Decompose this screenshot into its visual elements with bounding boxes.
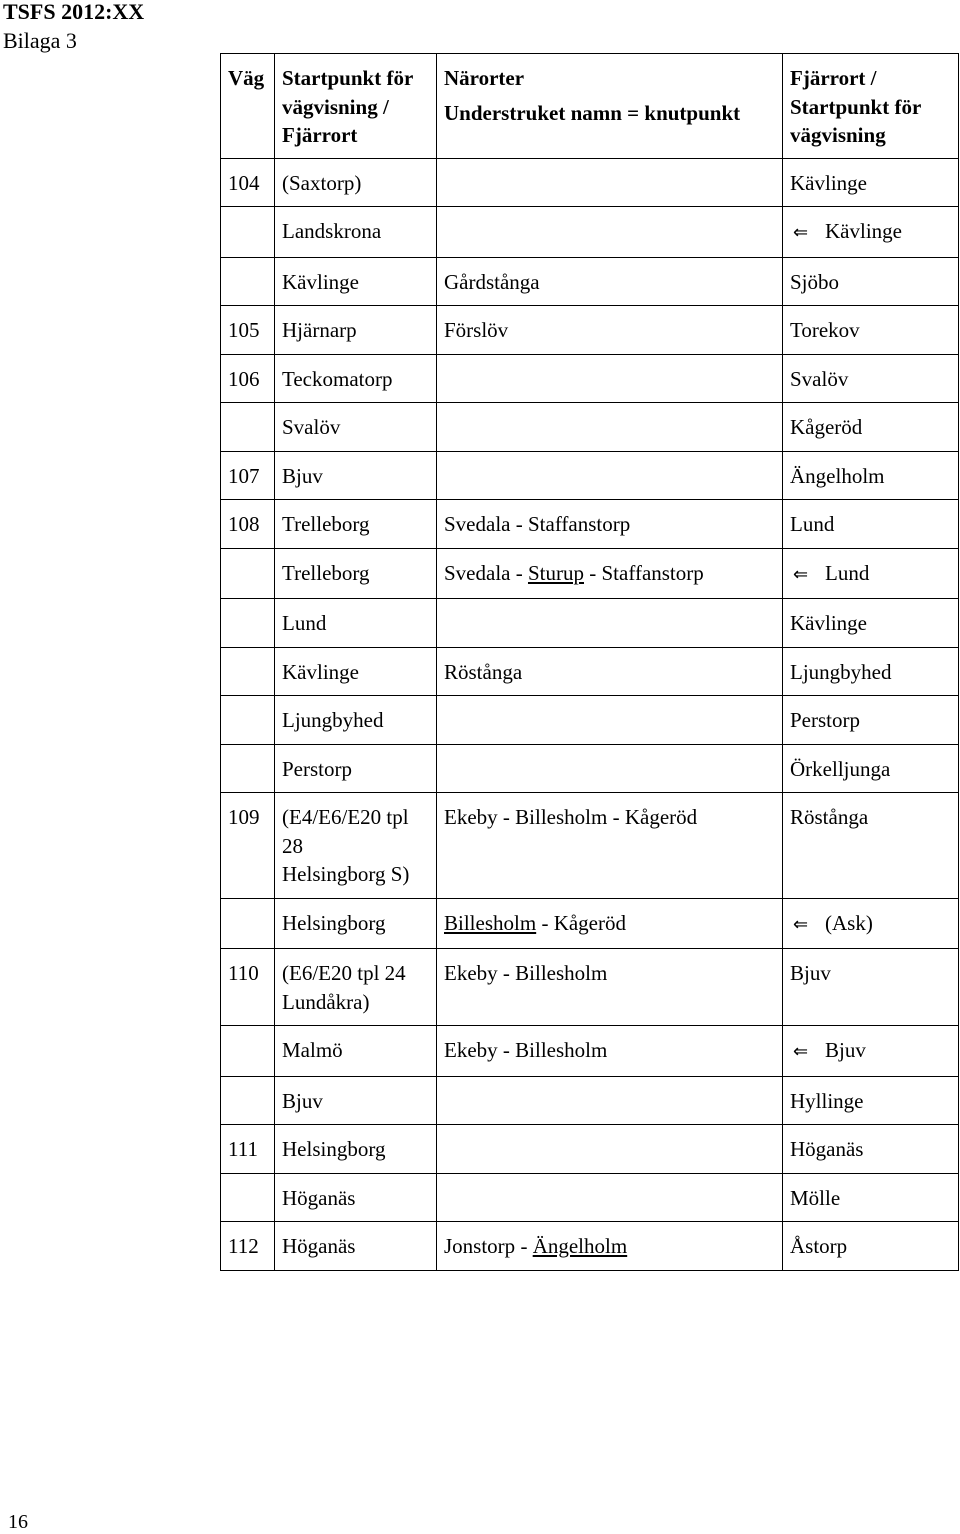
start-point-line: Landskrona [282, 219, 382, 243]
nearby-places-cell [437, 548, 783, 599]
far-destination-name: Kågeröd [790, 415, 863, 439]
junction-place-name: Ängelholm [532, 1234, 628, 1258]
nearby-place-segment: Ekeby [444, 805, 498, 829]
junction-place-name: Sturup [527, 560, 584, 585]
table-row [221, 744, 959, 793]
arrow-left-icon: ⇐ [793, 222, 809, 243]
table-row [221, 696, 959, 745]
start-point-cell [275, 599, 437, 648]
table-row [221, 500, 959, 549]
nearby-places-cell [437, 500, 783, 549]
far-destination-name: Lund [790, 512, 835, 536]
far-destination-name: Ängelholm [790, 463, 885, 488]
start-point-line: (Saxtorp) [282, 170, 362, 195]
table-body [221, 158, 959, 1270]
far-destination-cell [783, 306, 959, 355]
far-destination-cell [783, 403, 959, 452]
nearby-place-segment: Svedala [444, 512, 511, 536]
nearby-place-segment: - [607, 805, 625, 829]
nearby-place-segment: Förslöv [444, 318, 509, 342]
start-point-line: Bjuv [282, 1088, 323, 1113]
nearby-place-segment: Röstånga [444, 659, 523, 684]
table-row [221, 306, 959, 355]
start-point-cell [275, 898, 437, 949]
far-destination-cell [783, 548, 959, 599]
page-number: 16 [8, 1511, 28, 1533]
nearby-place-segment: - [497, 1038, 516, 1062]
header-far-line: Startpunkt för [790, 94, 922, 119]
nearby-place-segment: Ekeby [444, 961, 498, 985]
start-point-line: Kävlinge [282, 269, 359, 294]
nearby-places-cell [437, 949, 783, 1026]
far-destination-name: Lund [825, 560, 870, 585]
nearby-places-cell [437, 696, 783, 745]
far-destination-cell [783, 1125, 959, 1174]
nearby-places-cell [437, 306, 783, 355]
table-row [221, 898, 959, 949]
start-point-line: Trelleborg [282, 512, 370, 536]
start-point-line: (E4/E6/E20 tpl [282, 805, 409, 829]
far-destination-cell [783, 793, 959, 899]
header-road: Väg [221, 54, 275, 159]
far-destination-cell [783, 744, 959, 793]
header-start-line: vägvisning / [282, 94, 389, 119]
nearby-places-cell [437, 744, 783, 793]
nearby-places-cell [437, 1026, 783, 1077]
table-row [221, 403, 959, 452]
nearby-place-segment: Kågeröd [624, 805, 698, 829]
nearby-place-segment: - [515, 1234, 533, 1258]
start-point-line: Malmö [282, 1038, 343, 1062]
far-destination-cell [783, 257, 959, 306]
junction-place-name: Billesholm [444, 910, 537, 935]
road-number-cell: 109 [221, 793, 275, 899]
road-number-cell: 104 [221, 158, 275, 207]
table-row [221, 354, 959, 403]
far-destination-name: Hyllinge [790, 1088, 864, 1113]
route-signage-table [220, 53, 959, 1271]
start-point-line: Trelleborg [282, 560, 370, 585]
nearby-places-cell [437, 1125, 783, 1174]
header-near-title: Närorter [444, 66, 525, 90]
far-destination-cell [783, 500, 959, 549]
road-number-cell [221, 599, 275, 648]
far-destination-name: Höganäs [790, 1137, 864, 1161]
road-number-cell: 105 [221, 306, 275, 355]
road-number-cell [221, 696, 275, 745]
far-destination-name: Mölle [790, 1185, 841, 1210]
start-point-line: 28 [282, 833, 303, 858]
nearby-place-segment: Billesholm [515, 1038, 608, 1062]
start-point-cell [275, 696, 437, 745]
nearby-places-cell [437, 1222, 783, 1271]
road-number-cell [221, 898, 275, 949]
far-destination-name: Bjuv [825, 1038, 866, 1062]
nearby-place-segment: Staffanstorp [601, 560, 704, 585]
nearby-places-cell [437, 1076, 783, 1125]
nearby-place-segment: Jonstorp [444, 1234, 516, 1258]
nearby-place-segment: - [510, 512, 528, 536]
start-point-line: (E6/E20 tpl 24 [282, 961, 406, 985]
header-start-line: Fjärrort [282, 123, 358, 147]
start-point-line: Helsingborg [282, 1137, 386, 1161]
table-row [221, 599, 959, 648]
header-far-line: vägvisning [790, 123, 886, 147]
far-destination-name: Örkelljunga [790, 756, 891, 781]
start-point-line: Höganäs [282, 1234, 356, 1258]
nearby-places-cell [437, 647, 783, 696]
far-destination-name: Kävlinge [790, 170, 867, 195]
nearby-place-segment: - [584, 560, 602, 585]
start-point-cell [275, 500, 437, 549]
road-number-cell [221, 1026, 275, 1077]
start-point-line: Lundåkra) [282, 989, 370, 1014]
start-point-line: Ljungbyhed [282, 708, 384, 732]
table-row [221, 949, 959, 1026]
header-far [783, 54, 959, 159]
arrow-left-icon: ⇐ [793, 1041, 809, 1062]
arrow-left-icon: ⇐ [793, 563, 809, 585]
document-id: TSFS 2012:XX [3, 0, 145, 24]
table-row [221, 1222, 959, 1271]
table-row [221, 207, 959, 258]
far-destination-name: Ljungbyhed [790, 659, 892, 684]
start-point-cell [275, 354, 437, 403]
road-number-cell: 107 [221, 451, 275, 500]
table-row [221, 1076, 959, 1125]
nearby-places-cell [437, 898, 783, 949]
far-destination-cell [783, 1173, 959, 1222]
header-row [221, 54, 959, 159]
start-point-line: Teckomatorp [282, 366, 393, 391]
far-destination-name: Bjuv [790, 961, 831, 985]
start-point-cell [275, 1125, 437, 1174]
start-point-cell [275, 1076, 437, 1125]
far-destination-cell [783, 599, 959, 648]
nearby-places-cell [437, 451, 783, 500]
header-far-line: Fjärrort / [790, 66, 877, 90]
start-point-cell [275, 793, 437, 899]
start-point-line: Hjärnarp [282, 318, 357, 342]
far-destination-name: Torekov [790, 318, 860, 342]
nearby-place-segment: Gårdstånga [444, 269, 540, 294]
table-row [221, 257, 959, 306]
far-destination-cell [783, 647, 959, 696]
header-near-note: Understruket namn = knutpunkt [444, 100, 741, 125]
start-point-line: Bjuv [282, 463, 323, 488]
start-point-cell [275, 548, 437, 599]
road-number-cell: 108 [221, 500, 275, 549]
nearby-place-segment: Ekeby [444, 1038, 498, 1062]
road-number-cell [221, 548, 275, 599]
nearby-place-segment: - [510, 560, 528, 585]
start-point-line: Lund [282, 611, 327, 635]
far-destination-cell [783, 949, 959, 1026]
nearby-place-segment: Kågeröd [553, 910, 626, 935]
start-point-cell [275, 949, 437, 1026]
road-number-cell: 112 [221, 1222, 275, 1271]
header-near [437, 54, 783, 159]
table-row [221, 1125, 959, 1174]
start-point-line: Höganäs [282, 1185, 356, 1210]
nearby-places-cell [437, 158, 783, 207]
road-number-cell [221, 647, 275, 696]
far-destination-name: (Ask) [825, 910, 873, 935]
table-row [221, 1173, 959, 1222]
nearby-places-cell [437, 257, 783, 306]
header-start [275, 54, 437, 159]
start-point-cell [275, 158, 437, 207]
far-destination-cell [783, 1222, 959, 1271]
table-row [221, 548, 959, 599]
start-point-cell [275, 1222, 437, 1271]
table-row [221, 451, 959, 500]
table-row [221, 1026, 959, 1077]
far-destination-cell [783, 158, 959, 207]
start-point-cell [275, 403, 437, 452]
far-destination-cell [783, 1076, 959, 1125]
nearby-places-cell [437, 403, 783, 452]
table-row [221, 158, 959, 207]
table-row [221, 647, 959, 696]
nearby-place-segment: - [497, 805, 516, 829]
far-destination-name: Svalöv [790, 366, 849, 391]
far-destination-name: Perstorp [790, 708, 860, 732]
start-point-cell [275, 744, 437, 793]
start-point-cell [275, 647, 437, 696]
nearby-places-cell [437, 1173, 783, 1222]
start-point-cell [275, 1173, 437, 1222]
far-destination-cell [783, 1026, 959, 1077]
road-number-cell: 110 [221, 949, 275, 1026]
start-point-line: Kävlinge [282, 659, 359, 684]
road-number-cell [221, 1076, 275, 1125]
road-number-cell [221, 207, 275, 258]
arrow-left-icon: ⇐ [793, 913, 809, 935]
start-point-cell [275, 257, 437, 306]
road-number-cell: 111 [221, 1125, 275, 1174]
start-point-line: Helsingborg S) [282, 862, 410, 886]
nearby-places-cell [437, 354, 783, 403]
start-point-cell [275, 207, 437, 258]
appendix-label: Bilaga 3 [3, 28, 77, 53]
nearby-places-cell [437, 207, 783, 258]
far-destination-name: Röstånga [790, 805, 869, 829]
road-number-cell [221, 403, 275, 452]
road-number-cell [221, 1173, 275, 1222]
road-number-cell [221, 744, 275, 793]
start-point-line: Svalöv [282, 415, 341, 439]
nearby-place-segment: Svedala [444, 560, 511, 585]
far-destination-name: Kävlinge [790, 611, 867, 635]
nearby-place-segment: - [536, 910, 554, 935]
nearby-places-cell [437, 599, 783, 648]
road-number-cell: 106 [221, 354, 275, 403]
header-start-line: Startpunkt för [282, 66, 414, 90]
start-point-cell [275, 451, 437, 500]
nearby-place-segment: Billesholm [515, 805, 608, 829]
nearby-place-segment: Billesholm [515, 961, 608, 985]
start-point-cell [275, 1026, 437, 1077]
nearby-place-segment: - [497, 961, 516, 985]
nearby-places-cell [437, 793, 783, 899]
far-destination-cell [783, 354, 959, 403]
table-row [221, 793, 959, 899]
far-destination-cell [783, 451, 959, 500]
start-point-cell [275, 306, 437, 355]
nearby-place-segment: Staffanstorp [527, 512, 631, 536]
far-destination-name: Kävlinge [825, 219, 902, 243]
start-point-line: Helsingborg [282, 910, 386, 935]
far-destination-name: Sjöbo [790, 269, 840, 294]
far-destination-cell [783, 696, 959, 745]
far-destination-cell [783, 207, 959, 258]
start-point-line: Perstorp [282, 756, 352, 781]
far-destination-name: Åstorp [790, 1234, 848, 1258]
road-number-cell [221, 257, 275, 306]
far-destination-cell [783, 898, 959, 949]
